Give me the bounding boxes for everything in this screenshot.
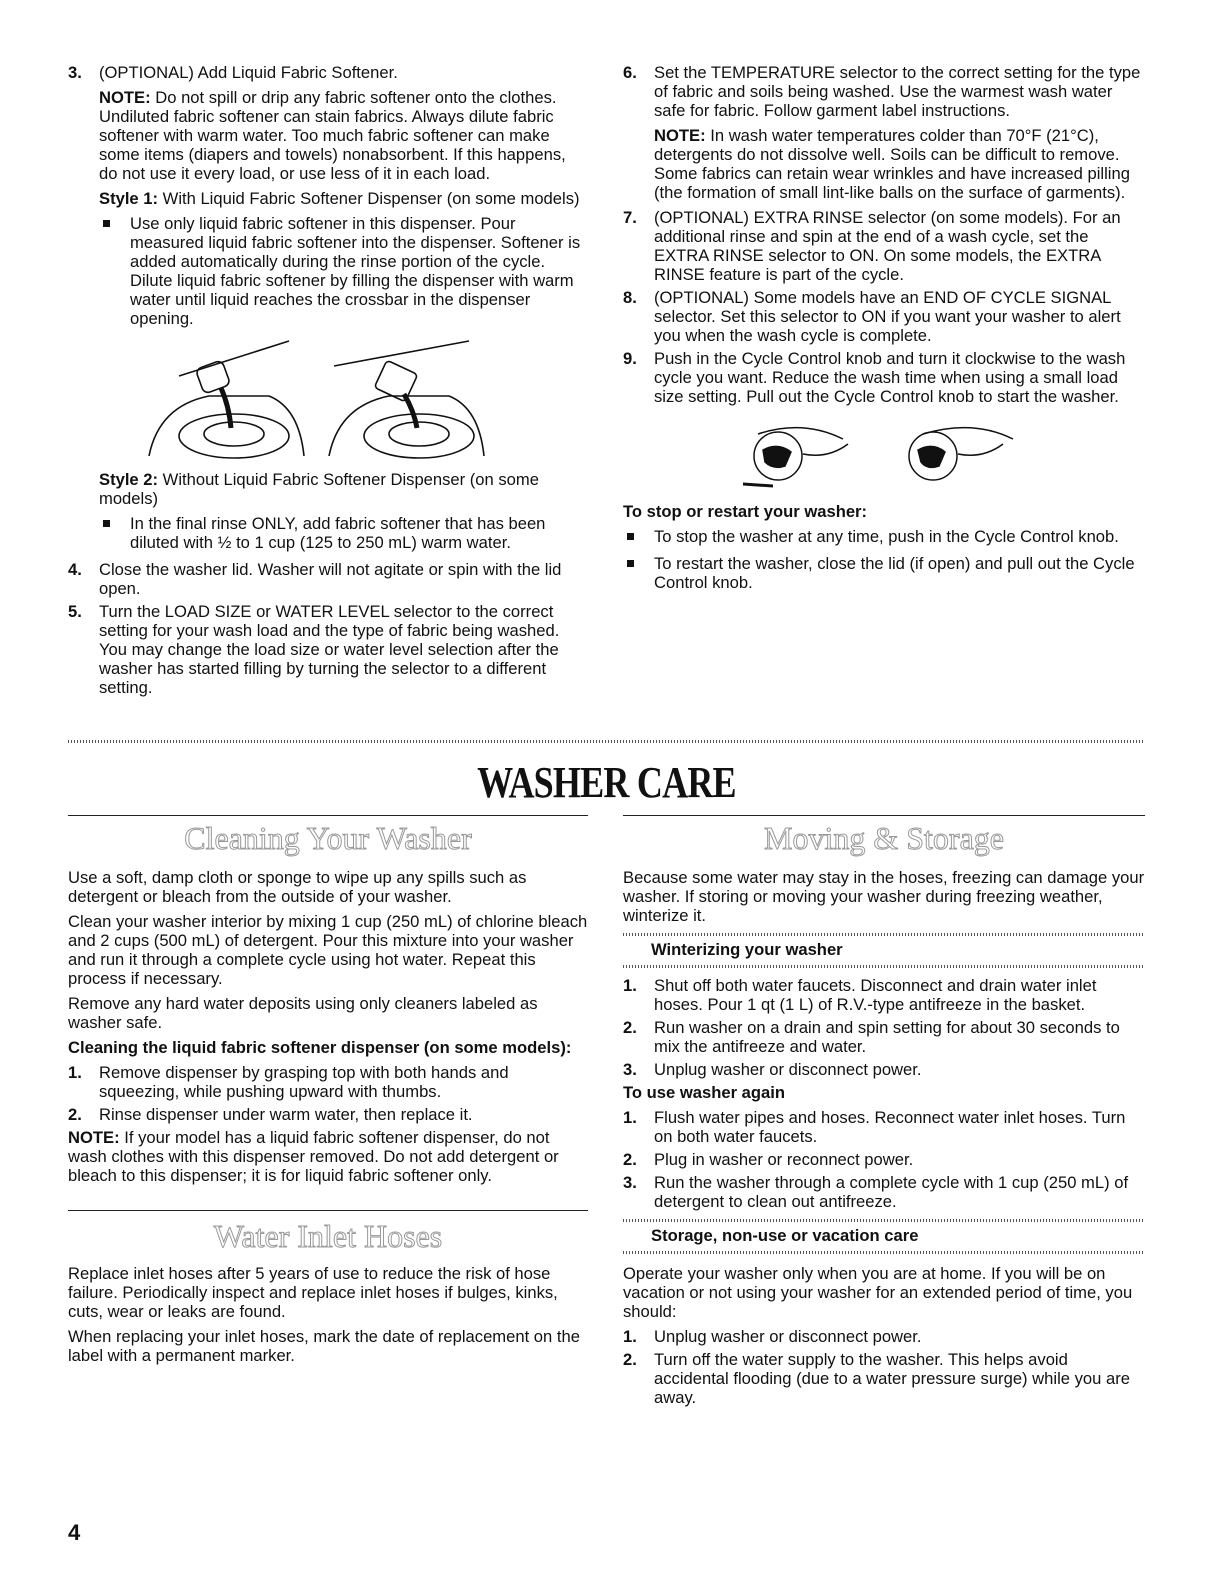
bullet-icon bbox=[627, 533, 634, 540]
list-text: Shut off both water faucets. Disconnect and drain water inlet hoses. Pour 1 qt (1 L) of R.V.-type antifreeze in the basket. bbox=[654, 976, 1097, 1014]
right-top-column bbox=[623, 63, 1145, 600]
section-divider bbox=[68, 740, 1145, 743]
step-6 bbox=[623, 63, 1145, 202]
step-9-text: Push in the Cycle Control knob and turn it clockwise to the wash cycle you want. Reduce the wash time when using a small load size setting. Pull out the Cycle Control knob to start the washer. bbox=[654, 349, 1126, 406]
step-8-text: (OPTIONAL) Some models have an END OF CYCLE SIGNAL selector. Set this selector to ON if you want your washer to alert you when the wash cycle is complete. bbox=[654, 288, 1121, 345]
note-label: NOTE: bbox=[654, 126, 706, 145]
list-number: 2. bbox=[623, 1150, 637, 1169]
style-1-text: With Liquid Fabric Softener Dispenser (on some models) bbox=[162, 189, 580, 208]
list-number: 3. bbox=[623, 1173, 637, 1192]
bullet-text: Use only liquid fabric softener in this dispenser. Pour measured liquid fabric softener into the dispenser. Softener is added automatically during the rinse portion of the cycle. Dilute liquid fabric softener by filling the dispenser with warm water until liquid reaches the crossbar in the dispenser opening. bbox=[130, 214, 581, 328]
note-text: In wash water temperatures colder than 70°F (21°C), detergents do not dissolve well. Soils can be difficult to remove. Some fabrics can retain wear wrinkles and have increased pilling (the formation of small lint-like balls on the surface of garments). bbox=[654, 126, 1130, 202]
list-number: 3. bbox=[623, 1060, 637, 1079]
step-number: 7. bbox=[623, 208, 637, 227]
list-number: 2. bbox=[623, 1018, 637, 1037]
style-1-label: Style 1: bbox=[99, 189, 159, 208]
step-7 bbox=[623, 208, 1145, 284]
list-text: Run the washer through a complete cycle with 1 cup (250 mL) of detergent to clean out antifreeze. bbox=[654, 1173, 1129, 1211]
box-divider bbox=[623, 933, 1145, 936]
rule bbox=[623, 815, 1145, 816]
dispenser-subheading: Cleaning the liquid fabric softener dispenser (on some models): bbox=[68, 1038, 572, 1057]
note-text: Do not spill or drip any fabric softener onto the clothes. Undiluted fabric softener can stain fabrics. Always dilute fabric softener with warm water. Too much fabric softener can make some items (diapers and towels) nonabsorbent. If this happens, do not use it every load, or use less of it in each load. bbox=[99, 88, 566, 183]
list-text: Remove dispenser by grasping top with both hands and squeezing, while pushing upward with thumbs. bbox=[99, 1063, 509, 1101]
bullet-item bbox=[623, 554, 1145, 592]
note bbox=[68, 1128, 588, 1185]
softener-pour-illustration bbox=[139, 336, 499, 464]
style-1 bbox=[99, 189, 588, 208]
list-item bbox=[623, 1350, 1145, 1407]
bullet-text: To stop the washer at any time, push in the Cycle Control knob. bbox=[654, 527, 1119, 546]
list-number: 2. bbox=[623, 1350, 637, 1369]
list-item bbox=[623, 1173, 1145, 1211]
list-text: Flush water pipes and hoses. Reconnect water inlet hoses. Turn on both water faucets. bbox=[654, 1108, 1126, 1146]
paragraph: Use a soft, damp cloth or sponge to wipe up any spills such as detergent or bleach from the outside of your washer. bbox=[68, 868, 527, 906]
note-text: If your model has a liquid fabric softener dispenser, do not wash clothes with this dispenser removed. Do not add detergent or bleach to this dispenser; it is for liquid fabric softener only. bbox=[68, 1128, 559, 1185]
box-divider bbox=[623, 965, 1145, 968]
step-number: 4. bbox=[68, 560, 82, 579]
list-text: Unplug washer or disconnect power. bbox=[654, 1060, 922, 1079]
step-9 bbox=[623, 349, 1145, 406]
step-6-text: Set the TEMPERATURE selector to the correct setting for the type of fabric and soils being washed. Use the warmest wash water safe for fabric. Follow garment label instructions. bbox=[654, 63, 1141, 120]
hoses-title: Water Inlet Hoses bbox=[213, 1218, 443, 1254]
box-divider bbox=[623, 1219, 1145, 1222]
paragraph: Replace inlet hoses after 5 years of use to reduce the risk of hose failure. Periodically inspect and replace inlet hoses if bulges, kinks, cuts, wear or leaks are found. bbox=[68, 1264, 558, 1321]
note bbox=[654, 126, 1145, 202]
list-text: Rinse dispenser under warm water, then replace it. bbox=[99, 1105, 473, 1124]
bullet-icon bbox=[103, 520, 110, 527]
bullet-icon bbox=[103, 220, 110, 227]
list-number: 1. bbox=[623, 976, 637, 995]
step-number: 8. bbox=[623, 288, 637, 307]
list-item bbox=[623, 976, 1145, 1014]
step-4-text: Close the washer lid. Washer will not agitate or spin with the lid open. bbox=[99, 560, 562, 598]
page-number: 4 bbox=[68, 1520, 81, 1545]
list-number: 1. bbox=[68, 1063, 82, 1082]
stop-restart-heading: To stop or restart your washer: bbox=[623, 502, 868, 521]
moving-title: Moving & Storage bbox=[764, 820, 1004, 856]
paragraph: Clean your washer interior by mixing 1 cup (250 mL) of chlorine bleach and 2 cups (500 mL) of detergent. Pour this mixture into your washer and run it through a complete cycle using hot water. Repeat this process if necessary. bbox=[68, 912, 588, 988]
step-5-text: Turn the LOAD SIZE or WATER LEVEL selector to the correct setting for your wash load and the type of fabric being washed. You may change the load size or water level selection after the washer has started filling by turning the selector to a different setting. bbox=[99, 602, 560, 697]
step-3 bbox=[68, 63, 588, 552]
rule bbox=[68, 815, 588, 816]
use-again-heading: To use washer again bbox=[623, 1083, 785, 1102]
note bbox=[99, 88, 588, 183]
style-2-label: Style 2: bbox=[99, 470, 159, 489]
box-divider bbox=[623, 1251, 1145, 1254]
list-text: Run washer on a drain and spin setting for about 30 seconds to mix the antifreeze and water. bbox=[654, 1018, 1120, 1056]
style-2-text: Without Liquid Fabric Softener Dispenser (on some models) bbox=[99, 470, 539, 508]
step-number: 9. bbox=[623, 349, 637, 368]
step-number: 5. bbox=[68, 602, 82, 621]
moving-section bbox=[623, 868, 1145, 1411]
list-item bbox=[68, 1105, 588, 1124]
list-number: 2. bbox=[68, 1105, 82, 1124]
left-top-column bbox=[68, 63, 588, 701]
section-title: WASHER CARE bbox=[477, 758, 736, 807]
list-item bbox=[623, 1060, 1145, 1079]
bullet-text: To restart the washer, close the lid (if open) and pull out the Cycle Control knob. bbox=[654, 554, 1135, 592]
bullet-icon bbox=[627, 560, 634, 567]
list-item bbox=[623, 1108, 1145, 1146]
paragraph: Because some water may stay in the hoses, freezing can damage your washer. If storing or moving your washer during freezing weather, winterize it. bbox=[623, 868, 1145, 925]
step-5 bbox=[68, 602, 588, 697]
bullet-item bbox=[99, 514, 588, 552]
step-8 bbox=[623, 288, 1145, 345]
list-item bbox=[623, 1150, 1145, 1169]
list-item bbox=[623, 1327, 1145, 1346]
hoses-section bbox=[68, 1264, 588, 1371]
paragraph: When replacing your inlet hoses, mark the date of replacement on the label with a permanent marker. bbox=[68, 1327, 580, 1365]
cleaning-title: Cleaning Your Washer bbox=[184, 820, 472, 856]
list-number: 1. bbox=[623, 1327, 637, 1346]
style-2 bbox=[99, 470, 588, 508]
cleaning-section bbox=[68, 868, 588, 1191]
storage-heading: Storage, non-use or vacation care bbox=[651, 1226, 919, 1245]
step-7-text: (OPTIONAL) EXTRA RINSE selector (on some models). For an additional rinse and spin at the end of a wash cycle, set the EXTRA RINSE selector to ON. On some models, the EXTRA RINSE feature is part of the cycle. bbox=[654, 208, 1121, 284]
cycle-knob-illustration bbox=[723, 414, 1023, 494]
list-number: 1. bbox=[623, 1108, 637, 1127]
step-number: 6. bbox=[623, 63, 637, 82]
note-label: NOTE: bbox=[68, 1128, 120, 1147]
bullet-item bbox=[99, 214, 588, 328]
list-text: Turn off the water supply to the washer. This helps avoid accidental flooding (due to a water pressure surge) while you are away. bbox=[654, 1350, 1130, 1407]
bullet-item bbox=[623, 527, 1145, 546]
paragraph: Operate your washer only when you are at home. If you will be on vacation or not using your washer for an extended period of time, you should: bbox=[623, 1264, 1133, 1321]
list-item bbox=[68, 1063, 588, 1101]
step-4 bbox=[68, 560, 588, 598]
rule bbox=[68, 1210, 588, 1211]
list-text: Plug in washer or reconnect power. bbox=[654, 1150, 914, 1169]
step-3-title: (OPTIONAL) Add Liquid Fabric Softener. bbox=[99, 63, 398, 82]
paragraph: Remove any hard water deposits using only cleaners labeled as washer safe. bbox=[68, 994, 538, 1032]
list-text: Unplug washer or disconnect power. bbox=[654, 1327, 922, 1346]
step-number: 3. bbox=[68, 63, 82, 82]
list-item bbox=[623, 1018, 1145, 1056]
bullet-text: In the final rinse ONLY, add fabric softener that has been diluted with ½ to 1 cup (125 to 250 mL) warm water. bbox=[130, 514, 546, 552]
winterizing-heading: Winterizing your washer bbox=[651, 940, 843, 959]
note-label: NOTE: bbox=[99, 88, 151, 107]
